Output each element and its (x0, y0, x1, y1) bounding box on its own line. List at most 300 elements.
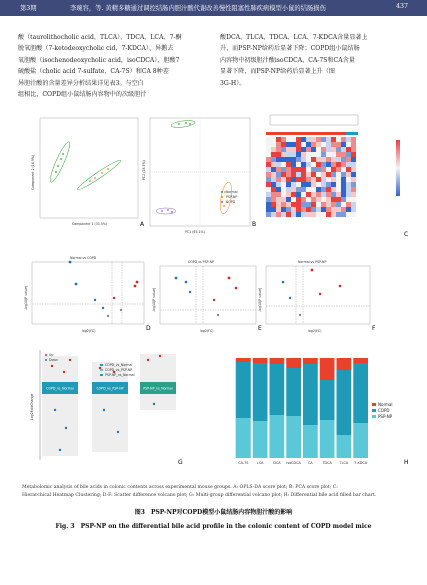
heatmap-cell (336, 137, 341, 142)
heatmap-cell (331, 152, 336, 157)
heatmap-cell (326, 192, 331, 197)
heatmap-cell (306, 142, 311, 147)
heatmap-cell (301, 187, 306, 192)
heatmap-cell (351, 182, 356, 187)
heatmap-cell (276, 157, 281, 162)
heatmap-cell (351, 187, 356, 192)
heatmap-cell (271, 167, 276, 172)
heatmap-cell (336, 187, 341, 192)
panel-d-ylabel: -log10(P value) (24, 285, 28, 310)
heatmap-cell (296, 187, 301, 192)
heatmap-cell (296, 207, 301, 212)
heatmap-cell (281, 167, 286, 172)
heatmap-cell (266, 177, 271, 182)
heatmap-cell (286, 147, 291, 152)
heatmap-cell (276, 207, 281, 212)
heatmap-cell (316, 202, 321, 207)
heatmap-cell (306, 147, 311, 152)
heatmap-cell (301, 152, 306, 157)
heatmap-cell (316, 172, 321, 177)
heatmap-cell (311, 172, 316, 177)
heatmap-cell (346, 172, 351, 177)
panel-e-ylabel: -log10(P value) (152, 287, 156, 312)
figure-title-cn: 图3 PSP-NP对COPD模型小鼠结肠内容物胆汁酸的影响 (134, 509, 293, 516)
heatmap-cell (306, 197, 311, 202)
panel-label-d: D (146, 325, 151, 332)
heatmap-cell (331, 207, 336, 212)
heatmap-cell (271, 142, 276, 147)
heatmap-cell (296, 202, 301, 207)
heatmap-cell (321, 182, 326, 187)
heatmap-cell (316, 177, 321, 182)
heatmap-cell (351, 197, 356, 202)
heatmap-cell (281, 202, 286, 207)
h-legend-label: PSP-NP (378, 414, 393, 419)
heatmap-cell (291, 192, 296, 197)
heatmap-cell (306, 137, 311, 142)
h-bar-segment (353, 363, 368, 423)
heatmap-cell (351, 212, 356, 217)
heatmap-cell (291, 197, 296, 202)
heatmap-cell (291, 172, 296, 177)
heatmap-cell (296, 152, 301, 157)
heatmap-cell (346, 152, 351, 157)
heatmap-cell (291, 137, 296, 142)
heatmap-cell (306, 192, 311, 197)
heatmap-cell (281, 212, 286, 217)
heatmap-cell (331, 157, 336, 162)
heatmap-cell (271, 152, 276, 157)
heatmap-cell (341, 202, 346, 207)
heatmap-cell (326, 197, 331, 202)
h-bar-segment (236, 362, 251, 418)
panel-g-legend-up: Up (49, 353, 54, 357)
heatmap-cell (351, 207, 356, 212)
panel-g-multigroup-volcano (30, 350, 183, 466)
heatmap-cell (306, 202, 311, 207)
heatmap-cell (286, 162, 291, 167)
heatmap-cell (266, 157, 271, 162)
heatmap-cell (351, 192, 356, 197)
body-line: 硫酸盐（cholic acid 7-sulfate，CA-7S）和CA 8种差 (18, 68, 169, 76)
heatmap-cell (311, 192, 316, 197)
body-line: 氧胆酸（isochenodeoxycholic acid，isoCDCA）、胆酸7 (18, 56, 180, 64)
body-line: 显著下降，而PSP-NP给药后显著上升（图 (220, 68, 335, 76)
heatmap-cell (331, 187, 336, 192)
heatmap-cell (346, 212, 351, 217)
heatmap-cell (321, 192, 326, 197)
caption-line: Metabolomic analysis of bile acids in colonic contents across experimental mouse groups. A: OPLS-DA score plot; B: PCA score plot; C: (22, 485, 338, 490)
heatmap-cell (316, 192, 321, 197)
heatmap-cell (311, 157, 316, 162)
h-bar-segment (337, 370, 352, 435)
h-tick-label: TDCA (322, 461, 332, 465)
heatmap-cell (321, 147, 326, 152)
heatmap-cell (301, 207, 306, 212)
running-title: 李琬容，等. 黄精多糖通过调控结肠内胆汁酸代谢改善慢性阻塞性肺疾病模型小鼠的结肠损伤 (70, 5, 326, 12)
heatmap-cell (271, 157, 276, 162)
heatmap-cell (331, 182, 336, 187)
heatmap-cell (346, 157, 351, 162)
heatmap-cell (311, 182, 316, 187)
panel-label-f: F (372, 325, 376, 332)
heatmap-cell (316, 147, 321, 152)
body-line: 酸（taurolithocholic acid，TLCA）、TDCA、LCA、7-酮 (18, 34, 182, 41)
heatmap-cell (306, 172, 311, 177)
heatmap-cell (341, 172, 346, 177)
figure-3 (0, 110, 427, 478)
heatmap-cell (341, 207, 346, 212)
heatmap-cell (336, 142, 341, 147)
panel-e-title: COPD vs PSP-NP (188, 260, 214, 264)
heatmap-cell (311, 202, 316, 207)
heatmap-cell (306, 167, 311, 172)
h-tick-label: LCA (256, 461, 264, 465)
heatmap-cell (296, 167, 301, 172)
heatmap-cell (346, 202, 351, 207)
panel-label-h: H (404, 459, 409, 466)
h-bar-segment (253, 363, 268, 421)
heatmap-cell (316, 197, 321, 202)
heatmap-cell (266, 142, 271, 147)
heatmap-cell (321, 172, 326, 177)
h-tick-label: TLCA (339, 461, 349, 465)
h-bar-segment (270, 358, 285, 364)
heatmap-cell (346, 197, 351, 202)
heatmap-cell (271, 197, 276, 202)
h-tick-labels (238, 461, 367, 465)
heatmap-cell (271, 182, 276, 187)
heatmap-cell (301, 162, 306, 167)
heatmap-cell (326, 147, 331, 152)
heatmap-cell (291, 187, 296, 192)
panel-d-volcano (24, 256, 151, 333)
heatmap-cell (291, 152, 296, 157)
body-line: 酸DCA、TLCA、TDCA、LCA、7-KDCA含量显著上 (220, 34, 368, 41)
heatmap-cell (271, 187, 276, 192)
heatmap-cell (326, 152, 331, 157)
heatmap-cell (346, 187, 351, 192)
heatmap-cell (286, 187, 291, 192)
heatmap-cell (286, 167, 291, 172)
heatmap-cell (336, 177, 341, 182)
heatmap-cell (351, 157, 356, 162)
heatmap-cell (336, 192, 341, 197)
heatmap-cell (296, 147, 301, 152)
heatmap-cell (331, 147, 336, 152)
heatmap-cell (281, 147, 286, 152)
h-legend-swatch (372, 415, 376, 418)
heatmap-cell (326, 177, 331, 182)
heatmap-cell (271, 192, 276, 197)
heatmap-cell (291, 202, 296, 207)
heatmap-cell (281, 192, 286, 197)
heatmap-cell (301, 157, 306, 162)
heatmap-cell (351, 137, 356, 142)
panel-h-stacked-bar (236, 358, 409, 466)
heatmap-cell (351, 162, 356, 167)
heatmap-cell (306, 162, 311, 167)
h-bar-segment (286, 368, 301, 416)
h-bar-segment (303, 358, 318, 364)
heatmap-cell (351, 167, 356, 172)
heatmap-cell (346, 142, 351, 147)
panel-d-title: Normal vs COPD (70, 256, 97, 260)
heatmap-cell (271, 172, 276, 177)
heatmap-cell (286, 212, 291, 217)
heatmap-cell (281, 142, 286, 147)
heatmap-cell (316, 142, 321, 147)
heatmap-cell (341, 212, 346, 217)
heatmap-cell (321, 207, 326, 212)
heatmap-cell (291, 147, 296, 152)
heatmap-cell (346, 182, 351, 187)
heatmap-cell (301, 142, 306, 147)
h-bar-segment (303, 364, 318, 425)
heatmap-cell (306, 182, 311, 187)
panel-b-pca (142, 118, 256, 234)
heatmap-cell (276, 192, 281, 197)
heatmap-cell (321, 197, 326, 202)
heatmap-cell (336, 207, 341, 212)
heatmap-cells (266, 137, 356, 217)
heatmap-cell (286, 192, 291, 197)
panel-g-group-label: COPD_vs_Normal (46, 386, 74, 391)
heatmap-cell (311, 137, 316, 142)
panel-g-legend-3: PSP-NP_vs_Normal (105, 373, 135, 377)
heatmap-cell (301, 147, 306, 152)
heatmap-cell (276, 147, 281, 152)
heatmap-cell (286, 142, 291, 147)
heatmap-cell (336, 212, 341, 217)
body-right-column (220, 32, 410, 89)
panel-b-legend-pspnp: PSP-NP (226, 195, 238, 199)
heatmap-cell (331, 212, 336, 217)
heatmap-cell (311, 142, 316, 147)
heatmap-cell (316, 157, 321, 162)
panel-g-legend-1: COPD_vs_Normal (105, 363, 133, 367)
heatmap-cell (266, 192, 271, 197)
heatmap-cell (266, 197, 271, 202)
heatmap-cell (321, 157, 326, 162)
heatmap-cell (321, 142, 326, 147)
heatmap-cell (271, 177, 276, 182)
heatmap-cell (326, 207, 331, 212)
h-bar-segment (320, 380, 335, 420)
heatmap-cell (266, 187, 271, 192)
heatmap-cell (276, 177, 281, 182)
heatmap-cell (301, 182, 306, 187)
heatmap-cell (321, 187, 326, 192)
heatmap-cell (301, 212, 306, 217)
heatmap-cell (336, 162, 341, 167)
panel-a-opls-da (31, 118, 145, 228)
heatmap-cell (331, 197, 336, 202)
heatmap-cell (321, 137, 326, 142)
running-header (0, 0, 427, 16)
body-line: 内容物中初级胆汁酸isoCDCA、CA-7S和CA含量 (220, 56, 355, 64)
h-legend-swatch (372, 409, 376, 412)
body-line: 3G-H）。 (220, 79, 246, 87)
heatmap-cell (306, 207, 311, 212)
figure-caption-description (22, 484, 417, 500)
h-bar-segment (303, 425, 318, 458)
heatmap-cell (346, 147, 351, 152)
heatmap-cell (271, 137, 276, 142)
h-legend-label: Normal (378, 402, 393, 407)
panel-b-xlabel: PC1 (65.1%) (185, 230, 205, 234)
heatmap-cell (301, 167, 306, 172)
heatmap-cell (321, 212, 326, 217)
h-bar-segment (353, 423, 368, 458)
panel-b-legend-copd: COPD (226, 200, 236, 204)
heatmap-cell (316, 207, 321, 212)
heatmap-cell (331, 172, 336, 177)
heatmap-cell (281, 207, 286, 212)
panel-label-e: E (258, 325, 262, 332)
heatmap-cell (321, 202, 326, 207)
panel-e-xlabel: log2(FC) (200, 329, 214, 333)
heatmap-cell (341, 137, 346, 142)
heatmap-cell (286, 152, 291, 157)
heatmap-cell (331, 142, 336, 147)
heatmap-cell (341, 182, 346, 187)
heatmap-cell (331, 192, 336, 197)
body-line: 异胆汁酸的含量差异分析结果详见表3。与空白 (18, 79, 144, 87)
heatmap-cell (286, 172, 291, 177)
heatmap-cell (286, 207, 291, 212)
h-bar-segment (337, 358, 352, 370)
panel-label-c: C (404, 231, 409, 238)
panel-d-xlabel: log2(FC) (82, 329, 96, 333)
h-bar-segment (236, 418, 251, 458)
h-legend (372, 402, 393, 419)
heatmap-cell (351, 202, 356, 207)
body-line: 组相比，COPD组小鼠结肠内容物中的次级胆汁 (18, 91, 147, 99)
h-bar-segment (286, 358, 301, 368)
heatmap-cell (341, 187, 346, 192)
heatmap-cell (266, 167, 271, 172)
heatmap-cell (301, 202, 306, 207)
heatmap-cell (286, 182, 291, 187)
heatmap-cell (346, 162, 351, 167)
heatmap-cell (266, 137, 271, 142)
heatmap-cell (296, 192, 301, 197)
heatmap-cell (321, 162, 326, 167)
heatmap-cell (296, 142, 301, 147)
heatmap-cell (346, 137, 351, 142)
heatmap-cell (266, 207, 271, 212)
heatmap-cell (306, 177, 311, 182)
heatmap-cell (341, 197, 346, 202)
heatmap-cell (296, 177, 301, 182)
heatmap-cell (271, 207, 276, 212)
heatmap-cell (281, 162, 286, 167)
heatmap-cell (301, 177, 306, 182)
h-tick-label: CA (308, 461, 313, 465)
heatmap-cell (326, 162, 331, 167)
heatmap-cell (266, 212, 271, 217)
heatmap-cell (311, 207, 316, 212)
heatmap-cell (266, 152, 271, 157)
panel-f-volcano (258, 260, 376, 333)
heatmap-cell (266, 172, 271, 177)
heatmap-cell (301, 197, 306, 202)
heatmap-cell (316, 187, 321, 192)
heatmap-cell (326, 142, 331, 147)
panel-e-volcano (152, 260, 262, 333)
heatmap-cell (276, 142, 281, 147)
heatmap-cell (341, 157, 346, 162)
heatmap-cell (271, 162, 276, 167)
heatmap-cell (296, 212, 301, 217)
heatmap-cell (276, 167, 281, 172)
h-bar-segment (253, 421, 268, 458)
heatmap-cell (341, 147, 346, 152)
heatmap-cell (341, 192, 346, 197)
heatmap-cell (291, 177, 296, 182)
heatmap-cell (336, 172, 341, 177)
panel-label-b: B (252, 221, 257, 228)
heatmap-cell (321, 177, 326, 182)
heatmap-cell (281, 197, 286, 202)
heatmap-cell (326, 212, 331, 217)
panel-g-legend-down: Down (49, 358, 59, 362)
heatmap-cell (291, 157, 296, 162)
panel-b-legend-normal: Normal (226, 190, 238, 194)
heatmap-cell (296, 197, 301, 202)
h-bar-segment (353, 358, 368, 363)
heatmap-cell (266, 147, 271, 152)
heatmap-cell (326, 137, 331, 142)
panel-g-ylabel: Log2FoldChange (30, 393, 34, 420)
heatmap-cell (276, 172, 281, 177)
h-bar-segment (270, 415, 285, 458)
panel-label-g: G (178, 459, 183, 466)
heatmap-cell (291, 142, 296, 147)
h-bar-segment (286, 416, 301, 458)
heatmap-cell (276, 162, 281, 167)
heatmap-cell (336, 182, 341, 187)
heatmap-cell (286, 197, 291, 202)
heatmap-cell (301, 172, 306, 177)
heatmap-cell (311, 162, 316, 167)
heatmap-cell (346, 207, 351, 212)
heatmap-cell (281, 172, 286, 177)
heatmap-cell (291, 162, 296, 167)
heatmap-cell (281, 137, 286, 142)
heatmap-cell (336, 197, 341, 202)
heatmap-cell (286, 157, 291, 162)
panel-g-group-label: COPD_vs_PSP-NP (96, 386, 124, 391)
heatmap-cell (296, 162, 301, 167)
heatmap-cell (276, 187, 281, 192)
h-bar-segment (253, 358, 268, 363)
panel-f-title: Normal vs PSP-NP (298, 260, 327, 264)
heatmap-cell (266, 182, 271, 187)
heatmap-cell (301, 137, 306, 142)
heatmap-cell (286, 177, 291, 182)
body-line: 脱氧胆酸（7-ketodeoxycholic cid，7-KDCA）、异鹅去 (18, 45, 174, 53)
issue-number: 第3期 (20, 5, 37, 12)
heatmap-cell (351, 142, 356, 147)
h-bar-segment (320, 420, 335, 458)
heatmap-cell (301, 192, 306, 197)
heatmap-cell (316, 167, 321, 172)
heatmap-cell (331, 167, 336, 172)
heatmap-cell (286, 137, 291, 142)
body-line: 升，而PSP-NP给药后显著下降；COPD组小鼠结肠 (220, 45, 360, 53)
